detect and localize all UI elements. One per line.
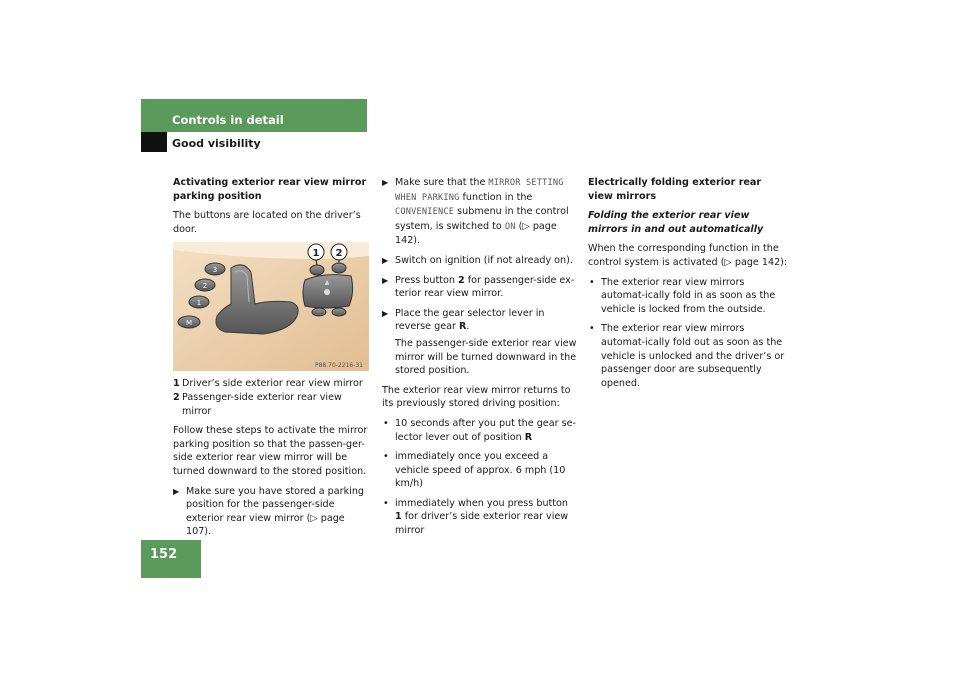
intro-text: The buttons are located on the driver’s door.	[173, 210, 361, 235]
follow-steps-text: Follow these steps to activate the mirror parking position so that the passen-ger-side exterior rear view mirror will be turned downward to the stored position.	[173, 425, 368, 477]
mirror-button-2	[332, 263, 346, 273]
step-marker-icon: ▶	[173, 486, 180, 496]
mirror-button-1	[310, 265, 324, 275]
returns-text: The exterior rear view mirror returns to its previously stored driving position:	[382, 384, 571, 410]
bullet-icon: •	[383, 417, 389, 429]
svg-text:3: 3	[212, 266, 218, 275]
bullet-icon: •	[383, 497, 389, 509]
column-2	[382, 176, 577, 544]
svg-text:1: 1	[312, 248, 320, 260]
column-1	[173, 176, 370, 545]
list-item: • 10 seconds after you put the gear se-lector lever out of position R	[383, 417, 576, 443]
svg-text:▲: ▲	[324, 279, 330, 287]
svg-text:1: 1	[196, 299, 202, 308]
list-item: • immediately when you press button 1 for driver’s side exterior rear view mirror	[383, 497, 569, 537]
step-press-button: ▶ Press button 2 for passenger-side ex-terior rear view mirror.	[382, 274, 575, 300]
door-controls-illustration	[173, 242, 369, 371]
bullet-icon: •	[589, 276, 595, 288]
header-tab	[141, 132, 167, 152]
mirror-control-pad	[303, 275, 353, 308]
svg-text:M: M	[185, 319, 193, 328]
list-item: • immediately once you exceed a vehicle speed of approx. 6 mph (10 km/h)	[383, 451, 566, 490]
step-reverse-gear: ▶ Place the gear selector lever in reverse gear R.	[382, 307, 545, 333]
column-3	[588, 176, 788, 396]
list-item: • The exterior rear view mirrors automat-ically fold in as soon as the vehicle is locked from the outside.	[589, 276, 776, 315]
step-marker-icon: ▶	[382, 308, 389, 318]
memory-button-1	[189, 296, 209, 308]
subsection-title: Good visibility	[172, 137, 261, 150]
step-check-function: ▶ Make sure that the MIRROR SETTING WHEN PARKING function in the CONVENIENCE submenu in the control system, is switched to ON (▷ page 142).	[382, 177, 569, 247]
step-store-parking-position: ▶ Make sure you have stored a parking position for the passenger-side exterior rear view mirror (▷ page 107).	[173, 485, 364, 538]
legend-item-1: 1 Driver’s side exterior rear view mirror	[173, 378, 363, 390]
page-number: 152	[150, 547, 178, 562]
list-item: • The exterior rear view mirrors automat-ically fold out as soon as the vehicle is unlocked and the driver’s or passenger door are subsequently opened.	[589, 323, 785, 389]
memory-button-2	[195, 279, 215, 291]
figure-code: P88.70-2216-31	[314, 362, 363, 370]
step-marker-icon: ▶	[382, 178, 389, 187]
bullet-icon: •	[383, 451, 389, 463]
legend-item-2: 2 Passenger-side exterior rear view mirror	[173, 391, 342, 417]
heading-parking-position: Activating exterior rear view mirror parking position	[173, 177, 367, 202]
door-controls-figure	[173, 242, 369, 371]
step-ignition: ▶ Switch on ignition (if not already on).	[382, 254, 573, 266]
heading-folding-mirrors: Electrically folding exterior rear view mirrors	[588, 177, 762, 202]
subheading-auto-folding: Folding the exterior rear view mirrors in and out automatically	[588, 210, 764, 235]
step-marker-icon: ▶	[382, 255, 389, 265]
section-title: Controls in detail	[172, 113, 284, 127]
memory-button-3	[205, 263, 225, 275]
bullet-icon: •	[589, 323, 595, 335]
step-marker-icon: ▶	[382, 275, 389, 285]
memory-button-m	[178, 316, 200, 328]
reverse-gear-note: The passenger-side exterior rear view mirror will be turned downward in the stored position.	[395, 337, 577, 377]
auto-folding-intro: When the corresponding function in the control system is activated (▷ page 142):	[588, 243, 788, 268]
svg-text:2: 2	[202, 282, 208, 291]
svg-text:2: 2	[335, 248, 343, 260]
